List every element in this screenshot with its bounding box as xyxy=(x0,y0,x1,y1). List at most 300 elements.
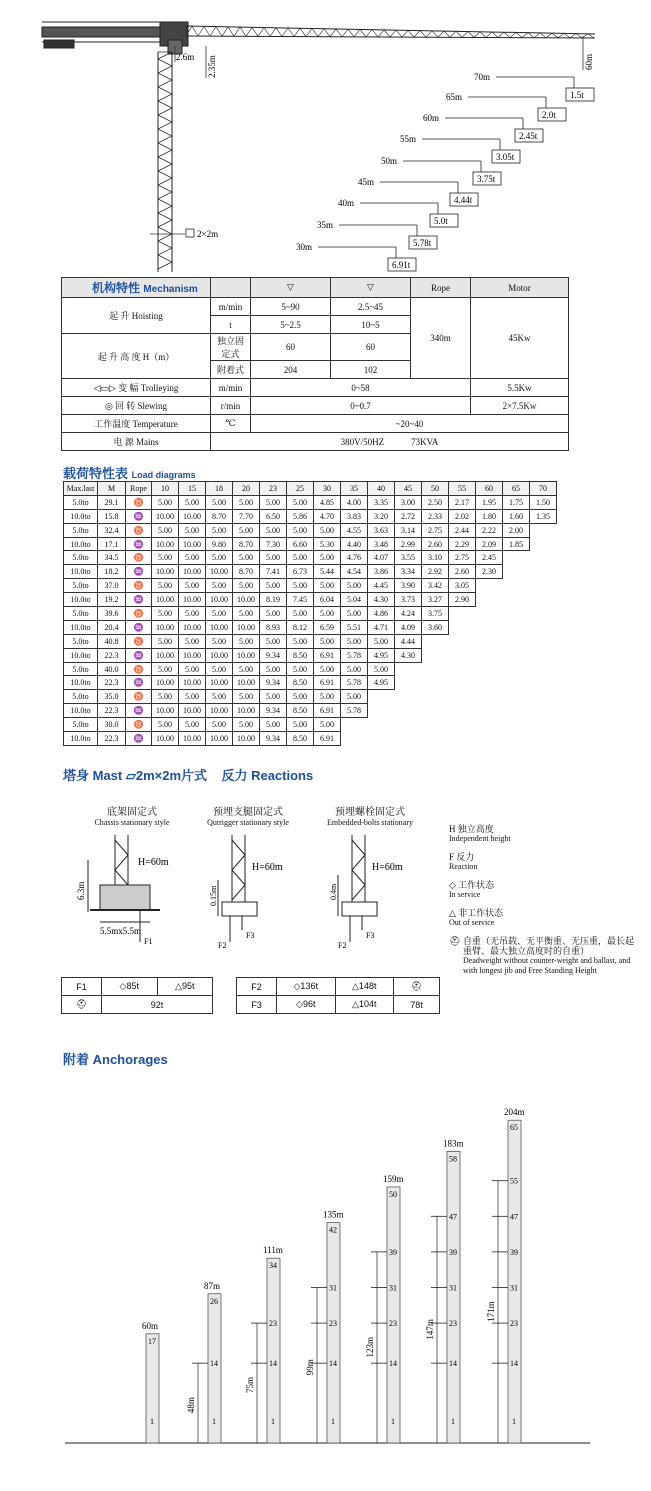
load-cell: 10.00 xyxy=(152,593,179,607)
load-cell: 5.00 xyxy=(206,634,233,648)
anchor-dim-label: 171m xyxy=(486,1301,496,1322)
load-header-cell: M xyxy=(98,482,126,496)
svg-text:F3: F3 xyxy=(366,931,375,940)
load-cell: 10.00 xyxy=(206,704,233,718)
load-header-cell: 70 xyxy=(530,482,557,496)
load-cell: 10.00 xyxy=(152,676,179,690)
load-header-cell: 10 xyxy=(152,482,179,496)
load-cell: 40.8 xyxy=(98,634,126,648)
load-cell: 9.34 xyxy=(260,732,287,746)
tower-section-mark: 1 xyxy=(212,1417,216,1426)
load-cell: 3.90 xyxy=(395,579,422,593)
tower-section-mark: 14 xyxy=(329,1359,337,1369)
load-table-title: 载荷特性表 Load diagrams xyxy=(63,466,196,481)
tower-height-label: 60m xyxy=(142,1320,159,1331)
load-cell: 32.4 xyxy=(98,523,126,537)
load-cell: 3.48 xyxy=(368,537,395,551)
tower-section-mark: 31 xyxy=(449,1283,457,1293)
rope-4-icon: ♒ xyxy=(126,537,152,551)
load-cell: 5.00 xyxy=(260,718,287,732)
svg-text:F2: F2 xyxy=(218,941,227,950)
load-cell: 2.45 xyxy=(476,551,503,565)
load-cell: 5.00 xyxy=(179,523,206,537)
tower-top-section: 65 xyxy=(510,1123,518,1133)
tower-section-mark: 31 xyxy=(510,1283,518,1293)
anchorage-tower xyxy=(447,1151,460,1443)
tower-section-mark: 31 xyxy=(329,1283,337,1293)
load-value: 2.45t xyxy=(519,131,538,141)
load-cell: 5.00 xyxy=(152,551,179,565)
load-cell: 5.00 xyxy=(341,607,368,621)
load-cell: 1.35 xyxy=(530,509,557,523)
rope-4-icon: ♒ xyxy=(126,593,152,607)
tower-section-mark: 31 xyxy=(389,1283,397,1293)
load-value: 3.75t xyxy=(477,174,496,184)
load-cell: 2.92 xyxy=(422,565,449,579)
load-header-cell: Max.last xyxy=(64,482,98,496)
load-cell: 4.44 xyxy=(395,634,422,648)
svg-text:6.3m: 6.3m xyxy=(76,881,86,900)
load-row xyxy=(64,495,557,509)
load-cell: 5.00 xyxy=(179,495,206,509)
tower-section-mark: 1 xyxy=(331,1417,335,1426)
rope-4-icon: ♒ xyxy=(126,509,152,523)
load-cell: 29.1 xyxy=(98,495,126,509)
load-cell: 10.00 xyxy=(152,509,179,523)
crane-apex xyxy=(160,22,188,54)
anchorage-tower xyxy=(387,1187,400,1443)
load-cell: 5.00 xyxy=(206,662,233,676)
load-cell: 10.00 xyxy=(179,509,206,523)
anchor-dim-label: 48m xyxy=(186,1397,196,1414)
tower-top-section: 34 xyxy=(269,1261,277,1271)
load-cell: 2.90 xyxy=(449,593,476,607)
load-row xyxy=(64,523,557,537)
load-cell: 5.00 xyxy=(179,551,206,565)
load-header-cell: 60 xyxy=(476,482,503,496)
load-cell: 5.78 xyxy=(341,704,368,718)
load-cell: 6.91 xyxy=(314,732,341,746)
load-cell: 1.80 xyxy=(476,509,503,523)
load-cell: 4.45 xyxy=(368,579,395,593)
load-value: 6.91t xyxy=(392,260,411,270)
tower-section-mark: 39 xyxy=(389,1247,397,1257)
tower-top-section: 58 xyxy=(449,1154,457,1164)
load-cell: 5.00 xyxy=(152,634,179,648)
load-value: 5.0t xyxy=(434,216,448,226)
load-header-cell: 50 xyxy=(422,482,449,496)
anchor-dim-label: 99m xyxy=(305,1359,315,1376)
load-cell: 3.05 xyxy=(449,579,476,593)
tower-section-mark: 14 xyxy=(449,1359,457,1369)
load-cell: 5.00 xyxy=(206,579,233,593)
mains-label: 电 源 Mains xyxy=(62,433,211,451)
load-cell: 5.00 xyxy=(179,607,206,621)
load-cell: 5.00 xyxy=(152,523,179,537)
tower-section-mark: 1 xyxy=(512,1417,516,1426)
load-cell: 5.00 xyxy=(314,690,341,704)
load-cell: 2.60 xyxy=(422,537,449,551)
load-cell: 5.00 xyxy=(233,607,260,621)
load-header-cell: 23 xyxy=(260,482,287,496)
counter-jib xyxy=(42,22,170,48)
load-cell: 35.0 xyxy=(98,690,126,704)
load-cell: 3.42 xyxy=(422,579,449,593)
load-cell: 10.00 xyxy=(152,537,179,551)
reaction-table-foundation: F2 ◇136t △148t ⛑ F3 ◇96t △104t 78t xyxy=(236,977,440,1014)
load-row xyxy=(64,537,557,551)
load-cell: 7.45 xyxy=(287,593,314,607)
load-cell: 5.00 xyxy=(287,662,314,676)
load-cell: 10.00 xyxy=(152,732,179,746)
reactions-legend: H 独立高度 Independent height F 反力 Reaction ◇ 工作状态 In service △ 非工作状态 Out of service ⛑ 自重（无吊载、无平衡重、无压重，最长起重臂、最大独立高度时的自重） Deadweight without counter-weight and ballast, and with longest jib and Free Standing Height xyxy=(449,824,635,975)
load-cell: 5.00 xyxy=(152,690,179,704)
load-cell: 5.00 xyxy=(314,662,341,676)
load-cell: 5.00 xyxy=(368,662,395,676)
load-cell: 22.3 xyxy=(98,676,126,690)
load-cell: 2.50 xyxy=(422,495,449,509)
load-row xyxy=(64,718,557,732)
temperature-label: 工作温度 Temperature xyxy=(62,415,211,433)
rope-2-icon: ♉ xyxy=(126,718,152,732)
rope-header: Rope xyxy=(411,278,471,298)
load-cell: 20.4 xyxy=(98,620,126,634)
load-cell: 2.02 xyxy=(449,509,476,523)
load-cell: 10.0to xyxy=(64,676,98,690)
load-cell: 6.50 xyxy=(260,509,287,523)
rope-2-icon: ♉ xyxy=(126,607,152,621)
load-cell: 5.00 xyxy=(368,634,395,648)
load-cell: 4.09 xyxy=(395,620,422,634)
load-cell: 3.63 xyxy=(368,523,395,537)
load-cell: 5.00 xyxy=(287,690,314,704)
tower-height-label: 135m xyxy=(323,1209,344,1220)
load-cell: 4.54 xyxy=(341,565,368,579)
load-cell: 5.00 xyxy=(341,579,368,593)
load-cell: 5.00 xyxy=(233,495,260,509)
load-radius-label: 55m xyxy=(400,134,417,144)
deadweight-icon: ⛑ xyxy=(394,978,440,996)
load-radius-label: 70m xyxy=(474,72,491,82)
load-cell: 40.0 xyxy=(98,662,126,676)
load-cell: 2.30 xyxy=(476,565,503,579)
load-cell: 10.00 xyxy=(152,565,179,579)
load-radius-label: 40m xyxy=(338,198,355,208)
tower-section-mark: 55 xyxy=(510,1176,518,1186)
load-cell: 5.0to xyxy=(64,523,98,537)
load-cell: 10.00 xyxy=(206,732,233,746)
load-cell: 22.3 xyxy=(98,732,126,746)
load-cell: 5.78 xyxy=(341,676,368,690)
load-row xyxy=(64,565,557,579)
tower-section-mark: 23 xyxy=(449,1319,457,1329)
load-cell: 5.00 xyxy=(179,690,206,704)
tower-top-section: 26 xyxy=(210,1296,218,1306)
rope-4-icon: ♒ xyxy=(126,565,152,579)
load-header-cell: 45 xyxy=(395,482,422,496)
load-cell: 5.00 xyxy=(206,690,233,704)
load-cell: 5.51 xyxy=(341,620,368,634)
load-cell: 10.0to xyxy=(64,704,98,718)
load-cell: 8.70 xyxy=(206,509,233,523)
load-cell: 5.30 xyxy=(314,537,341,551)
svg-text:F3: F3 xyxy=(246,931,255,940)
load-cell: 8.50 xyxy=(287,732,314,746)
load-cell: 5.00 xyxy=(287,551,314,565)
rope-2-icon: ♉ xyxy=(126,579,152,593)
load-cell: 8.50 xyxy=(287,648,314,662)
hook-4-icon: ▽ xyxy=(331,278,411,298)
load-cell: 10.0to xyxy=(64,537,98,551)
load-cell: 3.27 xyxy=(422,593,449,607)
load-cell: 4.24 xyxy=(395,607,422,621)
load-cell: 5.00 xyxy=(260,662,287,676)
load-cell: 5.0to xyxy=(64,551,98,565)
mechanism-table: 机构特性 Mechanism ▽ ▽ Rope Motor 起 升 Hoisting m/min 5~90 2.5~45 340m 45Kw t 5~2.5 10~5 起 升 高 度 H（m） 独立固定式 60 60 附着式 204 102 ◁▭▷ 变 幅 Trolleying m/min 0~58 5.5Kw ◎ 回 转 Slewing r/min 0~0.7 2×7.5Kw 工作温度 Temperature ℃ ~20~40 电 源 Mains 380V/50HZ 73KVA xyxy=(61,277,569,451)
load-cell: 10.00 xyxy=(179,648,206,662)
load-radius-label: 35m xyxy=(317,220,334,230)
load-cell: 1.75 xyxy=(503,495,530,509)
load-cell: 4.70 xyxy=(314,509,341,523)
load-cell: 8.50 xyxy=(287,676,314,690)
load-row xyxy=(64,579,557,593)
load-cell: 5.00 xyxy=(287,579,314,593)
load-header-cell: Rope xyxy=(126,482,152,496)
load-cell: 10.00 xyxy=(179,593,206,607)
load-cell: 10.00 xyxy=(179,537,206,551)
load-cell: 2.60 xyxy=(449,565,476,579)
load-cell: 10.00 xyxy=(179,565,206,579)
load-cell: 5.00 xyxy=(260,523,287,537)
load-cell: 4.30 xyxy=(395,648,422,662)
load-cell: 3.35 xyxy=(368,495,395,509)
mast-tower xyxy=(158,52,172,272)
load-cell: 2.75 xyxy=(449,551,476,565)
load-cell: 5.00 xyxy=(260,607,287,621)
load-cell: 5.00 xyxy=(233,523,260,537)
anchorages-title: 附着 Anchorages xyxy=(63,1052,168,1067)
load-cell: 8.50 xyxy=(287,704,314,718)
load-cell: 4.40 xyxy=(341,537,368,551)
tower-section-mark: 14 xyxy=(389,1359,397,1369)
load-cell: 1.95 xyxy=(476,495,503,509)
tower-section-mark: 23 xyxy=(389,1319,397,1329)
load-cell: 5.00 xyxy=(206,718,233,732)
load-cell: 5.44 xyxy=(314,565,341,579)
load-cell: 2.99 xyxy=(395,537,422,551)
tower-top-section: 17 xyxy=(148,1336,156,1346)
tower-section-mark: 47 xyxy=(449,1212,457,1222)
load-cell: 5.00 xyxy=(206,523,233,537)
rope-2-icon: ♉ xyxy=(126,495,152,509)
load-cell: 5.86 xyxy=(287,509,314,523)
load-cell: 18.2 xyxy=(98,565,126,579)
load-radius-label: 45m xyxy=(358,177,375,187)
load-header-cell: 20 xyxy=(233,482,260,496)
outrigger-style-label: 预埋支腿固定式 Qutrigger stationary style xyxy=(207,807,289,827)
load-cell: 5.00 xyxy=(287,718,314,732)
load-row xyxy=(64,648,557,662)
load-cell: 2.22 xyxy=(476,523,503,537)
load-cell: 5.00 xyxy=(260,495,287,509)
load-cell: 5.00 xyxy=(287,495,314,509)
load-cell: 10.00 xyxy=(233,593,260,607)
load-radius-label: 50m xyxy=(381,156,398,166)
load-cell: 10.00 xyxy=(152,620,179,634)
load-cell: 5.00 xyxy=(260,690,287,704)
rope-2-icon: ♉ xyxy=(126,690,152,704)
load-cell: 10.00 xyxy=(206,676,233,690)
load-cell: 5.00 xyxy=(260,579,287,593)
mechanism-title: 机构特性 Mechanism xyxy=(62,278,211,298)
load-row xyxy=(64,662,557,676)
load-cell: 4.07 xyxy=(368,551,395,565)
load-row xyxy=(64,607,557,621)
load-row xyxy=(64,676,557,690)
load-cell: 5.0to xyxy=(64,495,98,509)
load-header-cell: 15 xyxy=(179,482,206,496)
load-cell: 3.34 xyxy=(395,565,422,579)
load-row xyxy=(64,593,557,607)
load-cell: 6.91 xyxy=(314,704,341,718)
load-cell: 2.17 xyxy=(449,495,476,509)
anchorage-tower xyxy=(327,1223,340,1443)
mast-section-label: 2×2m xyxy=(197,229,219,239)
load-cell: 5.00 xyxy=(314,579,341,593)
load-curve xyxy=(296,72,594,271)
load-cell: 9.34 xyxy=(260,676,287,690)
load-cell: 39.6 xyxy=(98,607,126,621)
load-radius-label: 65m xyxy=(446,92,463,102)
load-cell: 5.0to xyxy=(64,634,98,648)
anchor-dim-label: 123m xyxy=(365,1336,375,1358)
load-cell: 5.00 xyxy=(314,523,341,537)
load-cell: 5.00 xyxy=(152,662,179,676)
rope-2-icon: ♉ xyxy=(126,551,152,565)
load-cell: 6.59 xyxy=(314,620,341,634)
load-cell: 5.00 xyxy=(314,607,341,621)
motor-header: Motor xyxy=(471,278,569,298)
chassis-style-label: 底架固定式 Chassis stationary style xyxy=(94,807,170,827)
load-value: 2.0t xyxy=(542,110,556,120)
deadweight-icon: ⛑ xyxy=(449,936,461,946)
reaction-table-chassis: F1 ◇85t △95t ⛑ 92t xyxy=(61,977,213,1014)
load-value: 5.78t xyxy=(413,238,432,248)
load-cell: 10.0to xyxy=(64,509,98,523)
load-row xyxy=(64,704,557,718)
svg-text:F1: F1 xyxy=(144,937,153,946)
load-header-cell: 65 xyxy=(503,482,530,496)
load-cell: 37.0 xyxy=(98,579,126,593)
load-cell: 5.0to xyxy=(64,662,98,676)
dim-2-35: 2.35m xyxy=(207,55,217,78)
load-cell: 2.09 xyxy=(476,537,503,551)
load-cell: 3.55 xyxy=(395,551,422,565)
load-radius-label: 30m xyxy=(296,242,313,252)
load-cell: 4.00 xyxy=(341,495,368,509)
load-cell: 10.00 xyxy=(152,704,179,718)
load-cell: 5.0to xyxy=(64,607,98,621)
load-cell: 2.72 xyxy=(395,509,422,523)
load-cell: 8.70 xyxy=(233,565,260,579)
load-cell: 4.86 xyxy=(368,607,395,621)
anchor-dim-label: 147m xyxy=(425,1319,435,1340)
height-label: 起 升 高 度 H（m） xyxy=(62,334,211,379)
hoisting-label: 起 升 Hoisting xyxy=(62,298,211,334)
load-cell: 3.10 xyxy=(422,551,449,565)
load-cell: 2.00 xyxy=(503,523,530,537)
rope-4-icon: ♒ xyxy=(126,676,152,690)
load-cell: 5.00 xyxy=(233,551,260,565)
load-cell: 9.34 xyxy=(260,648,287,662)
svg-text:0.15m: 0.15m xyxy=(209,885,218,906)
load-cell: 5.00 xyxy=(260,551,287,565)
slewing-label: ◎ 回 转 Slewing xyxy=(62,397,211,415)
dim-2-6: 2.6m xyxy=(176,52,195,62)
crane-diagram xyxy=(0,0,651,275)
bolts-style-label: 预埋螺栓固定式 Embedded-bolts stationary xyxy=(327,807,413,827)
load-value: 1.5t xyxy=(570,90,584,100)
load-header-cell: 35 xyxy=(341,482,368,496)
load-cell: 3.00 xyxy=(395,495,422,509)
load-value: 3.05t xyxy=(496,152,515,162)
load-cell: 17.1 xyxy=(98,537,126,551)
load-cell: 5.00 xyxy=(314,634,341,648)
load-table xyxy=(63,481,557,746)
svg-text:F2: F2 xyxy=(338,941,347,950)
tower-section-mark: 23 xyxy=(510,1319,518,1329)
load-cell: 10.00 xyxy=(206,565,233,579)
load-cell: 5.00 xyxy=(287,634,314,648)
load-radius-label: 60m xyxy=(423,113,440,123)
jib xyxy=(186,26,595,38)
load-cell: 10.00 xyxy=(233,648,260,662)
tower-section-mark: 14 xyxy=(510,1359,518,1369)
load-cell: 22.3 xyxy=(98,704,126,718)
load-cell: 1.50 xyxy=(530,495,557,509)
load-cell: 5.00 xyxy=(233,579,260,593)
load-cell: 5.00 xyxy=(152,718,179,732)
load-cell: 5.0to xyxy=(64,579,98,593)
tower-section-mark: 39 xyxy=(510,1247,518,1257)
load-cell: 5.00 xyxy=(152,495,179,509)
load-cell: 5.0to xyxy=(64,718,98,732)
load-cell: 3.83 xyxy=(341,509,368,523)
load-cell: 4.76 xyxy=(341,551,368,565)
tower-section-mark: 14 xyxy=(269,1359,277,1369)
load-cell: 5.00 xyxy=(179,718,206,732)
load-header-cell: 55 xyxy=(449,482,476,496)
load-cell: 7.41 xyxy=(260,565,287,579)
load-cell: 10.00 xyxy=(233,676,260,690)
rope-4-icon: ♒ xyxy=(126,648,152,662)
tower-height-label: 204m xyxy=(504,1107,525,1118)
tower-section-mark: 1 xyxy=(451,1417,455,1426)
load-cell: 8.70 xyxy=(233,537,260,551)
load-cell: 10.00 xyxy=(206,593,233,607)
load-cell: 8.12 xyxy=(287,620,314,634)
load-row xyxy=(64,732,557,746)
svg-text:0.4m: 0.4m xyxy=(329,883,338,900)
load-row xyxy=(64,551,557,565)
load-cell: 7.70 xyxy=(233,509,260,523)
load-cell: 5.00 xyxy=(179,634,206,648)
load-cell: 6.60 xyxy=(287,537,314,551)
load-cell: 3.75 xyxy=(422,607,449,621)
tower-section-mark: 23 xyxy=(269,1319,277,1329)
load-cell: 2.33 xyxy=(422,509,449,523)
load-cell: 10.0to xyxy=(64,620,98,634)
